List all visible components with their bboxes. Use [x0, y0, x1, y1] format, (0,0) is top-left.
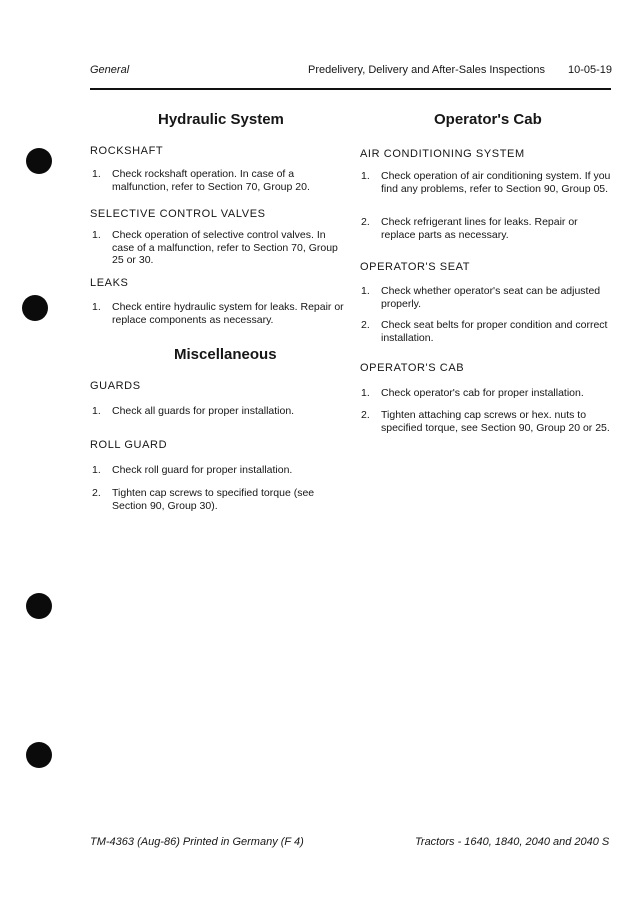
item-number: 1. [92, 229, 101, 241]
roll-guard-heading: ROLL GUARD [90, 439, 168, 451]
air-conditioning-item-2 [361, 216, 611, 241]
item-number: 1. [361, 170, 370, 182]
item-text: Check refrigerant lines for leaks. Repair or replace parts as necessary. [381, 216, 578, 241]
operators-seat-heading: OPERATOR'S SEAT [360, 261, 471, 273]
leaks-item-1 [92, 301, 344, 326]
air-conditioning-item-1 [361, 170, 611, 195]
item-number: 1. [92, 301, 101, 313]
item-text: Check seat belts for proper condition and correct installation. [381, 319, 608, 344]
cab-item-1 [361, 387, 611, 400]
item-text: Tighten cap screws to specified torque (see Section 90, Group 30). [112, 487, 315, 512]
selective-control-valves-heading: SELECTIVE CONTROL VALVES [90, 208, 266, 220]
item-text: Check whether operator's seat can be adjusted properly. [381, 285, 601, 310]
item-number: 2. [361, 409, 370, 421]
operators-cab-heading: OPERATOR'S CAB [360, 362, 465, 374]
punch-hole-icon [26, 593, 52, 619]
air-conditioning-heading: AIR CONDITIONING SYSTEM [360, 148, 525, 160]
item-number: 2. [361, 319, 370, 331]
item-number: 1. [92, 405, 101, 417]
leaks-heading: LEAKS [90, 277, 129, 289]
item-number: 1. [361, 387, 370, 399]
cab-item-2 [361, 409, 611, 434]
item-text: Check operator's cab for proper installation. [381, 387, 584, 399]
roll-guard-item-1 [92, 464, 344, 477]
item-text: Check entire hydraulic system for leaks. Repair or replace components as necessary. [112, 301, 344, 326]
footer-product-line: Tractors - 1640, 1840, 2040 and 2040 S [415, 836, 610, 848]
seat-item-1 [361, 285, 611, 310]
item-number: 2. [92, 487, 101, 499]
item-text: Tighten attaching cap screws or hex. nuts to specified torque, see Section 90, Group 20 or 25. [381, 409, 610, 434]
selective-item-1 [92, 229, 344, 267]
punch-hole-icon [26, 742, 52, 768]
item-text: Check all guards for proper installation. [112, 405, 295, 417]
guards-item-1 [92, 405, 344, 418]
header-chapter-title: Predelivery, Delivery and After-Sales Inspections [308, 64, 546, 76]
guards-heading: GUARDS [90, 380, 141, 392]
item-text: Check operation of selective control valves. In case of a malfunction, refer to Section 70, Group 25 or 30. [112, 229, 338, 266]
item-number: 1. [361, 285, 370, 297]
rockshaft-heading: ROCKSHAFT [90, 145, 164, 157]
rockshaft-item-1 [92, 168, 342, 193]
item-number: 2. [361, 216, 370, 228]
hydraulic-system-title: Hydraulic System [158, 111, 284, 128]
header-divider [90, 88, 611, 90]
item-text: Check roll guard for proper installation. [112, 464, 293, 476]
item-text: Check operation of air conditioning system. If you find any problems, refer to Section 90, Group 05. [381, 170, 611, 195]
item-number: 1. [92, 464, 101, 476]
seat-item-2 [361, 319, 611, 344]
item-text: Check rockshaft operation. In case of a malfunction, refer to Section 70, Group 20. [112, 168, 310, 193]
miscellaneous-title: Miscellaneous [174, 346, 277, 363]
item-number: 1. [92, 168, 101, 180]
page-number: 10-05-19 [568, 64, 613, 76]
operators-cab-title: Operator's Cab [434, 111, 542, 128]
punch-hole-icon [22, 295, 48, 321]
roll-guard-item-2 [92, 487, 344, 512]
punch-hole-icon [26, 148, 52, 174]
header-section-label: General [90, 64, 130, 76]
footer-document-id: TM-4363 (Aug-86) Printed in Germany (F 4) [90, 836, 304, 848]
